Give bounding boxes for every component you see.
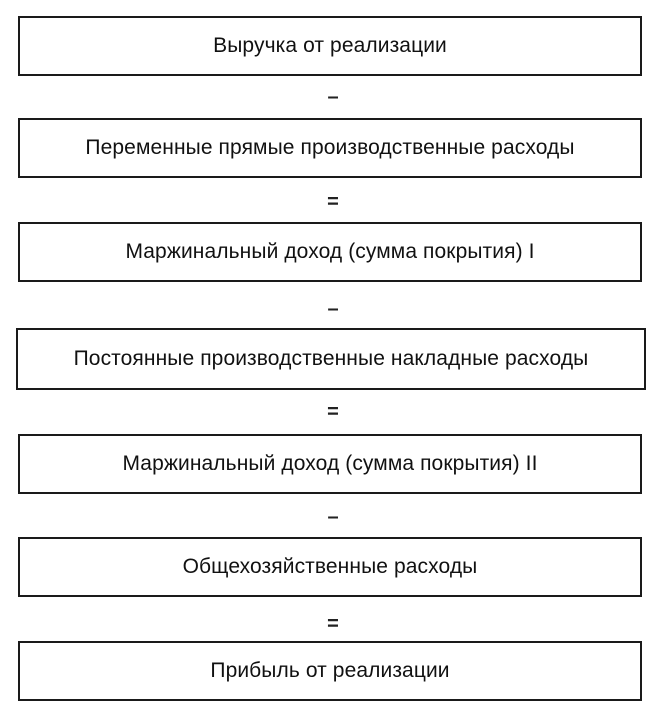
contribution-margin-1-label: Маржинальный доход (сумма покрытия) I — [125, 240, 535, 263]
general-expenses-label: Общехозяйственные расходы — [182, 555, 478, 578]
variable-direct-costs-box — [18, 118, 642, 178]
contribution-margin-1-box — [18, 222, 642, 282]
general-expenses-box — [18, 537, 642, 597]
minus-operator: – — [327, 505, 339, 528]
contribution-margin-2-label: Маржинальный доход (сумма покрытия) II — [122, 452, 538, 475]
fixed-overhead-costs-label: Постоянные производственные накладные расходы — [73, 347, 589, 370]
contribution-margin-2-box — [18, 434, 642, 494]
minus-operator: – — [327, 297, 339, 320]
revenue-label: Выручка от реализации — [213, 34, 447, 57]
revenue-box — [18, 16, 642, 76]
equals-operator: = — [327, 190, 339, 213]
sales-profit-box — [18, 641, 642, 701]
sales-profit-label: Прибыль от реализации — [210, 659, 450, 682]
minus-operator: – — [327, 85, 339, 108]
equals-operator: = — [327, 400, 339, 423]
fixed-overhead-costs-box — [16, 328, 646, 390]
variable-direct-costs-label: Переменные прямые производственные расходы — [85, 136, 575, 159]
equals-operator: = — [327, 612, 339, 635]
